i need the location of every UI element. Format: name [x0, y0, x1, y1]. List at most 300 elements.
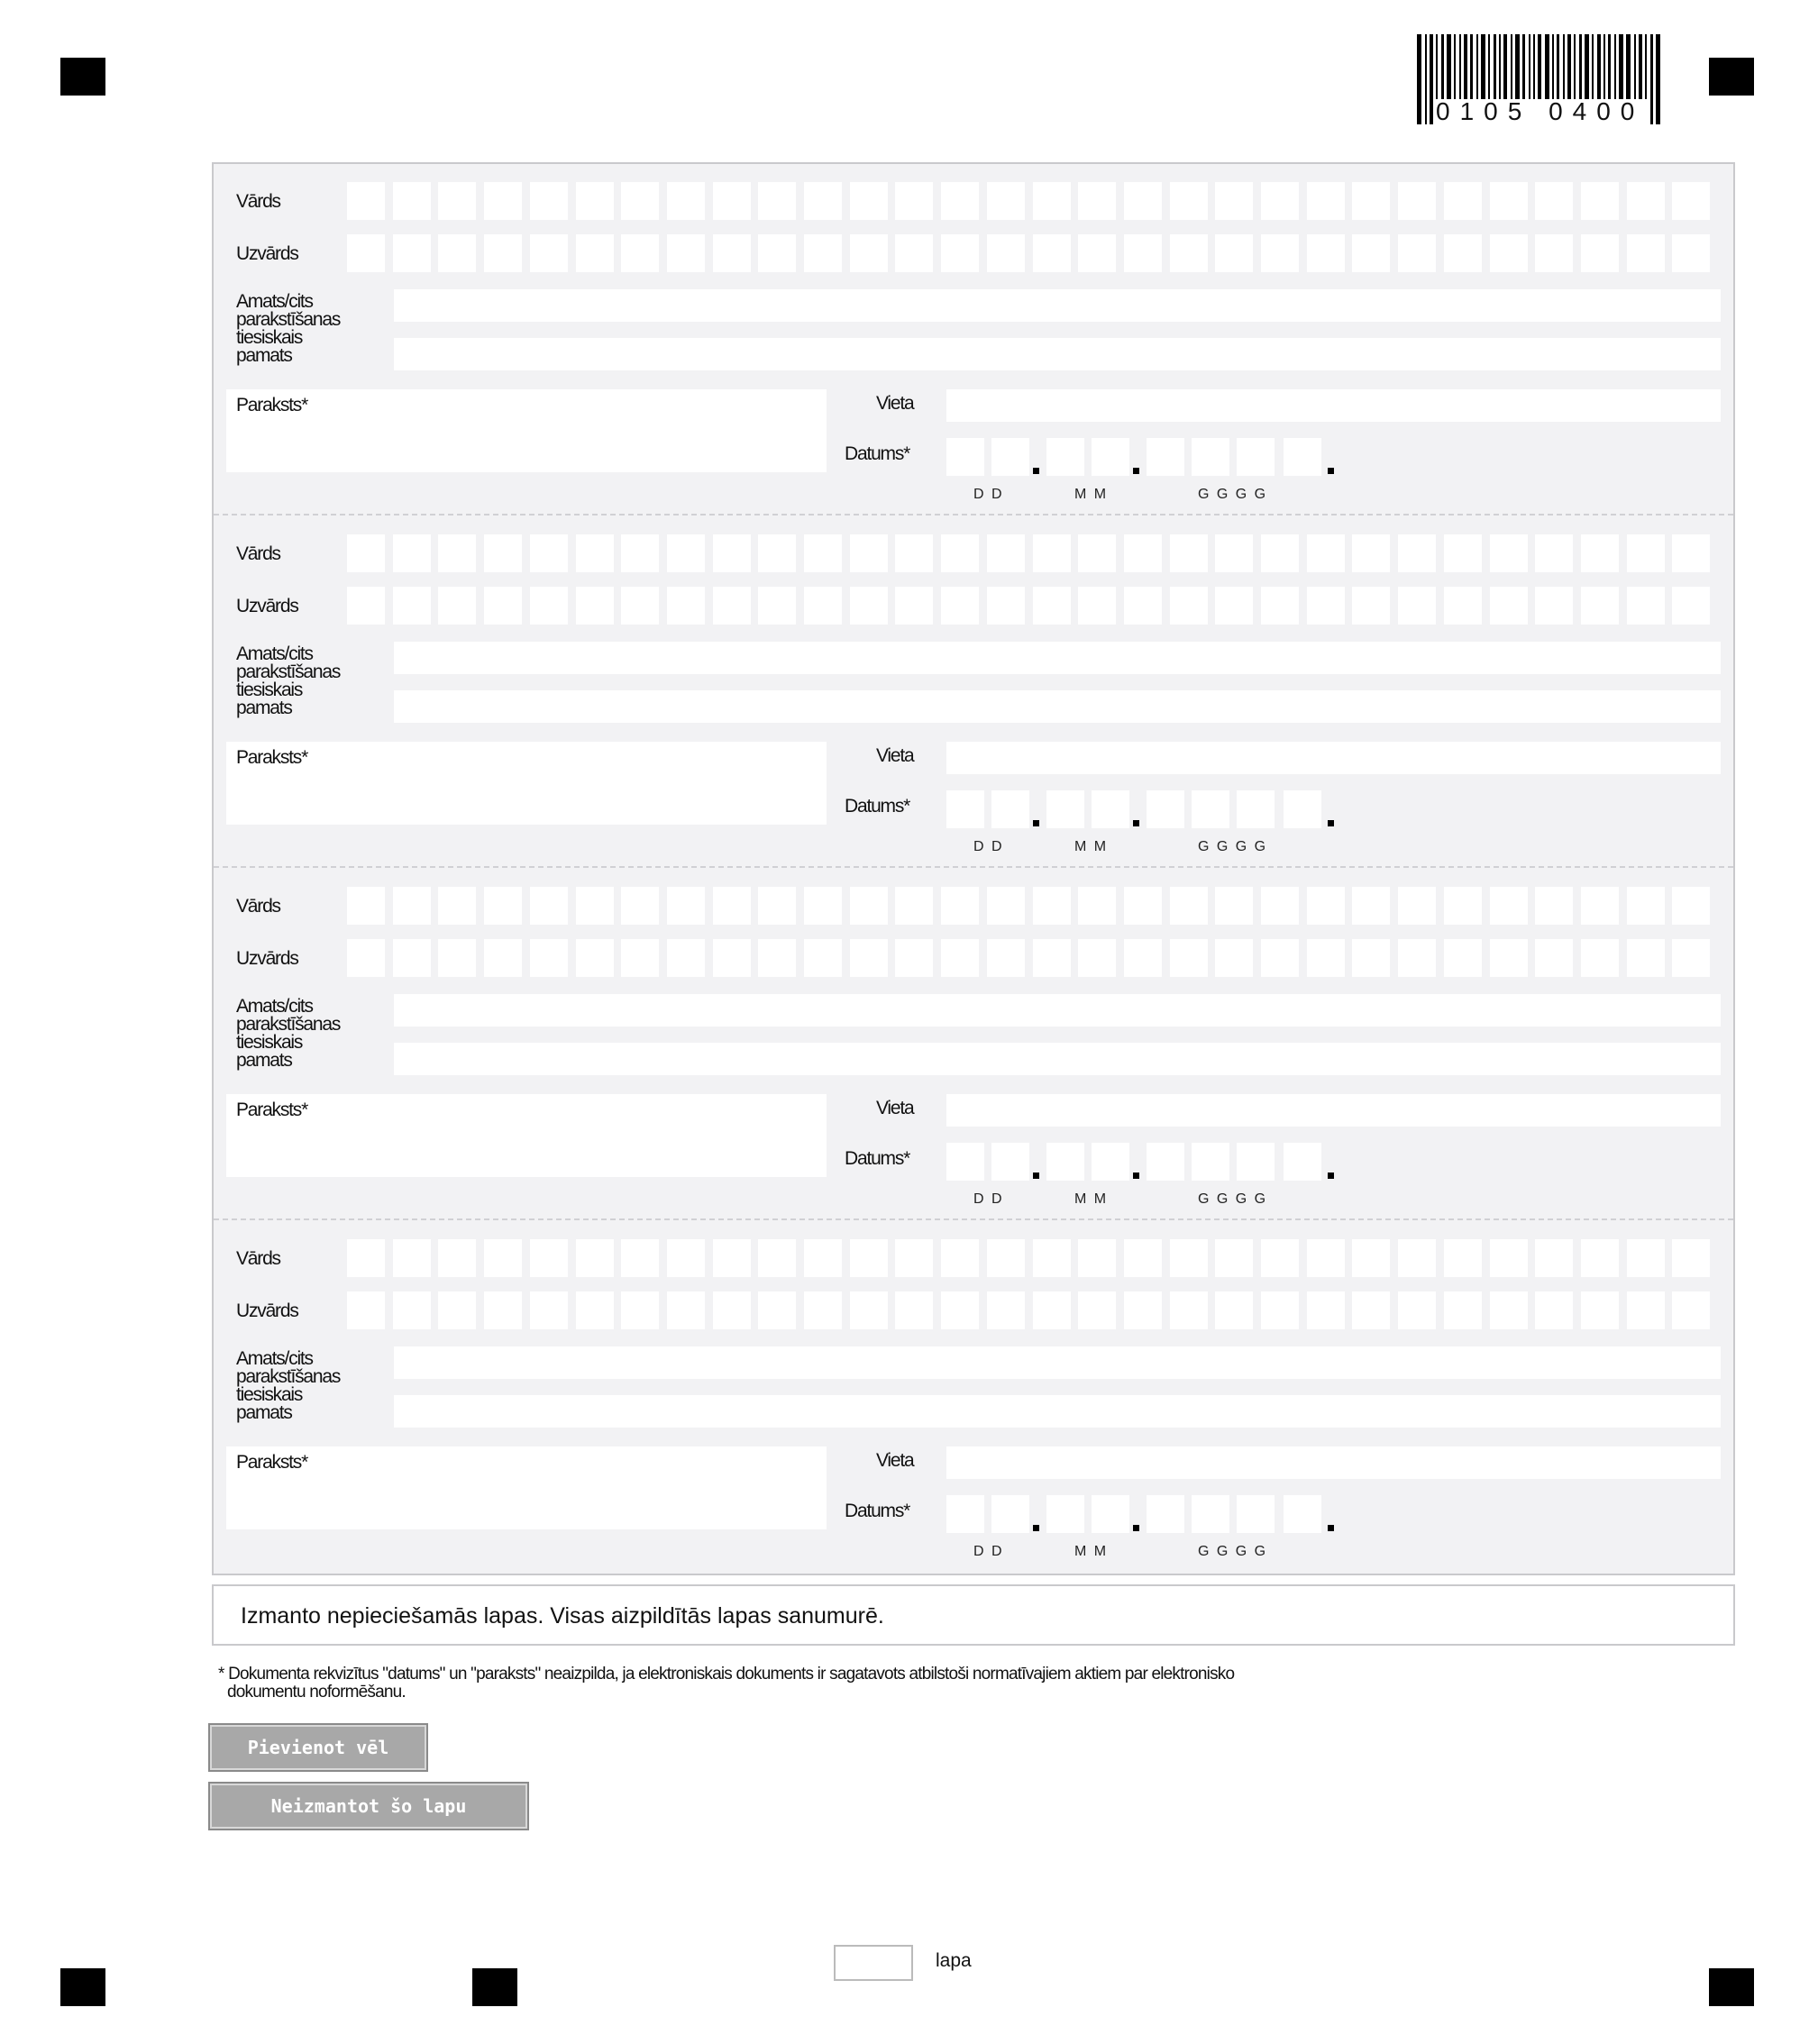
first-name-char-cell[interactable]	[621, 1239, 659, 1277]
last-name-char-cell[interactable]	[1033, 1291, 1071, 1329]
first-name-char-cell[interactable]	[850, 182, 888, 220]
first-name-char-cell[interactable]	[1535, 1239, 1573, 1277]
first-name-char-cell[interactable]	[1307, 182, 1345, 220]
date-day-cell[interactable]	[946, 438, 984, 476]
last-name-char-cell[interactable]	[1124, 939, 1162, 977]
last-name-char-cell[interactable]	[1672, 939, 1710, 977]
last-name-char-cell[interactable]	[621, 234, 659, 272]
last-name-char-cell[interactable]	[1672, 1291, 1710, 1329]
first-name-char-cell[interactable]	[1581, 182, 1619, 220]
last-name-char-cell[interactable]	[576, 587, 614, 625]
first-name-char-cell[interactable]	[667, 534, 705, 572]
first-name-char-cell[interactable]	[1627, 534, 1665, 572]
first-name-char-cell[interactable]	[713, 887, 751, 925]
first-name-char-cell[interactable]	[438, 534, 476, 572]
last-name-char-cell[interactable]	[1444, 1291, 1482, 1329]
date-year-cell[interactable]	[1147, 790, 1184, 828]
last-name-char-cell[interactable]	[1124, 1291, 1162, 1329]
first-name-char-cell[interactable]	[758, 887, 796, 925]
first-name-char-cell[interactable]	[987, 887, 1025, 925]
first-name-char-cell[interactable]	[576, 182, 614, 220]
first-name-char-cell[interactable]	[850, 1239, 888, 1277]
last-name-char-cell[interactable]	[1627, 939, 1665, 977]
last-name-char-cell[interactable]	[1261, 939, 1299, 977]
last-name-char-cell[interactable]	[713, 939, 751, 977]
last-name-char-cell[interactable]	[667, 234, 705, 272]
last-name-char-cell[interactable]	[713, 587, 751, 625]
position-input-line-2[interactable]	[394, 338, 1721, 370]
first-name-char-cell[interactable]	[850, 887, 888, 925]
first-name-char-cell[interactable]	[1124, 534, 1162, 572]
last-name-char-cell[interactable]	[1672, 587, 1710, 625]
last-name-char-cell[interactable]	[1215, 1291, 1253, 1329]
first-name-char-cell[interactable]	[1215, 182, 1253, 220]
barcode-bar	[1425, 34, 1427, 124]
last-name-char-cell[interactable]	[484, 587, 522, 625]
first-name-char-cell[interactable]	[530, 534, 568, 572]
last-name-char-cell[interactable]	[1307, 587, 1345, 625]
first-name-char-cell[interactable]	[1261, 182, 1299, 220]
first-name-char-cell[interactable]	[1170, 182, 1208, 220]
last-name-char-cell[interactable]	[1033, 587, 1071, 625]
last-name-char-cell[interactable]	[1490, 939, 1528, 977]
last-name-char-cell[interactable]	[1535, 234, 1573, 272]
first-name-char-cell[interactable]	[941, 1239, 979, 1277]
signature-field[interactable]	[226, 389, 827, 472]
last-name-char-cell[interactable]	[484, 939, 522, 977]
dont-use-page-button[interactable]: Neizmantot šo lapu	[210, 1784, 527, 1829]
first-name-char-cell[interactable]	[1627, 887, 1665, 925]
position-input-line-1[interactable]	[394, 994, 1721, 1027]
date-year-cell[interactable]	[1284, 1143, 1321, 1181]
last-name-char-cell[interactable]	[804, 234, 842, 272]
date-month-cell[interactable]	[1046, 1143, 1084, 1181]
last-name-char-cell[interactable]	[1398, 234, 1436, 272]
first-name-char-cell[interactable]	[1581, 534, 1619, 572]
last-name-char-cell[interactable]	[987, 1291, 1025, 1329]
first-name-char-cell[interactable]	[621, 182, 659, 220]
first-name-char-cell[interactable]	[621, 887, 659, 925]
date-year-cell[interactable]	[1147, 1495, 1184, 1533]
date-format-day: D D	[973, 487, 1004, 502]
last-name-char-cell[interactable]	[1352, 1291, 1390, 1329]
date-month-cell[interactable]	[1046, 438, 1084, 476]
last-name-char-cell[interactable]	[1261, 234, 1299, 272]
first-name-char-cell[interactable]	[484, 887, 522, 925]
last-name-char-cell[interactable]	[1581, 939, 1619, 977]
last-name-char-cell[interactable]	[850, 939, 888, 977]
first-name-char-cell[interactable]	[576, 534, 614, 572]
date-day-cell[interactable]	[991, 1143, 1029, 1181]
last-name-char-cell[interactable]	[1627, 587, 1665, 625]
last-name-char-cell[interactable]	[1307, 939, 1345, 977]
place-input[interactable]	[946, 1094, 1721, 1127]
first-name-char-cell[interactable]	[1124, 1239, 1162, 1277]
last-name-char-cell[interactable]	[667, 939, 705, 977]
first-name-char-cell[interactable]	[1078, 534, 1116, 572]
last-name-char-cell[interactable]	[438, 587, 476, 625]
last-name-char-cell[interactable]	[895, 234, 933, 272]
date-year-cell[interactable]	[1284, 1495, 1321, 1533]
last-name-char-cell[interactable]	[576, 234, 614, 272]
date-month-cell[interactable]	[1046, 790, 1084, 828]
first-name-char-cell[interactable]	[1078, 1239, 1116, 1277]
first-name-char-cell[interactable]	[347, 1239, 385, 1277]
last-name-char-cell[interactable]	[850, 234, 888, 272]
last-name-char-cell[interactable]	[1398, 587, 1436, 625]
first-name-char-cell[interactable]	[1672, 887, 1710, 925]
last-name-char-cell[interactable]	[1170, 234, 1208, 272]
first-name-char-cell[interactable]	[393, 534, 431, 572]
add-more-button[interactable]: Pievienot vēl	[210, 1725, 426, 1770]
last-name-char-cell[interactable]	[1581, 234, 1619, 272]
position-input-line-2[interactable]	[394, 1395, 1721, 1428]
first-name-char-cell[interactable]	[1535, 534, 1573, 572]
last-name-char-cell[interactable]	[438, 1291, 476, 1329]
first-name-char-cell[interactable]	[667, 182, 705, 220]
block-divider	[214, 1218, 1733, 1220]
last-name-char-cell[interactable]	[1490, 234, 1528, 272]
last-name-char-cell[interactable]	[1352, 234, 1390, 272]
first-name-char-cell[interactable]	[438, 182, 476, 220]
first-name-char-cell[interactable]	[1398, 887, 1436, 925]
last-name-char-cell[interactable]	[1078, 234, 1116, 272]
place-label: Vieta	[876, 745, 914, 766]
last-name-char-cell[interactable]	[1398, 1291, 1436, 1329]
last-name-char-cell[interactable]	[1627, 1291, 1665, 1329]
date-month-cell[interactable]	[1092, 1143, 1129, 1181]
last-name-char-cell[interactable]	[850, 1291, 888, 1329]
last-name-char-cell[interactable]	[1170, 1291, 1208, 1329]
first-name-char-cell[interactable]	[713, 534, 751, 572]
date-day-cell[interactable]	[991, 438, 1029, 476]
date-year-cell[interactable]	[1192, 1143, 1229, 1181]
first-name-char-cell[interactable]	[758, 534, 796, 572]
page-number-input[interactable]	[834, 1945, 913, 1981]
first-name-char-cell[interactable]	[1490, 887, 1528, 925]
first-name-char-cell[interactable]	[1352, 534, 1390, 572]
first-name-char-cell[interactable]	[484, 1239, 522, 1277]
last-name-char-cell[interactable]	[941, 939, 979, 977]
first-name-char-cell[interactable]	[667, 1239, 705, 1277]
first-name-char-cell[interactable]	[484, 534, 522, 572]
first-name-char-cell[interactable]	[576, 1239, 614, 1277]
last-name-char-cell[interactable]	[484, 1291, 522, 1329]
date-year-cell[interactable]	[1237, 438, 1275, 476]
first-name-char-cell[interactable]	[1490, 182, 1528, 220]
date-day-cell[interactable]	[946, 790, 984, 828]
first-name-char-cell[interactable]	[1307, 534, 1345, 572]
position-input-line-2[interactable]	[394, 1043, 1721, 1075]
last-name-char-cell[interactable]	[530, 234, 568, 272]
last-name-char-cell[interactable]	[1307, 1291, 1345, 1329]
first-name-char-cell[interactable]	[347, 182, 385, 220]
last-name-char-cell[interactable]	[987, 587, 1025, 625]
last-name-char-cell[interactable]	[393, 939, 431, 977]
last-name-char-cell[interactable]	[1490, 1291, 1528, 1329]
date-month-cell[interactable]	[1092, 790, 1129, 828]
first-name-char-cell[interactable]	[347, 534, 385, 572]
last-name-char-cell[interactable]	[347, 587, 385, 625]
first-name-char-cell[interactable]	[438, 887, 476, 925]
place-input[interactable]	[946, 742, 1721, 774]
first-name-char-cell[interactable]	[1124, 182, 1162, 220]
date-year-cell[interactable]	[1284, 438, 1321, 476]
first-name-char-cell[interactable]	[1627, 1239, 1665, 1277]
date-year-cell[interactable]	[1284, 790, 1321, 828]
last-name-char-cell[interactable]	[1078, 939, 1116, 977]
first-name-char-cell[interactable]	[895, 534, 933, 572]
first-name-char-cell[interactable]	[530, 1239, 568, 1277]
last-name-char-cell[interactable]	[347, 234, 385, 272]
date-month-cell[interactable]	[1092, 1495, 1129, 1533]
first-name-char-cell[interactable]	[1078, 887, 1116, 925]
first-name-char-cell[interactable]	[804, 887, 842, 925]
last-name-char-cell[interactable]	[1215, 587, 1253, 625]
position-input-line-1[interactable]	[394, 1346, 1721, 1379]
first-name-char-cell[interactable]	[347, 887, 385, 925]
last-name-char-cell[interactable]	[1124, 587, 1162, 625]
last-name-char-cell[interactable]	[804, 1291, 842, 1329]
signatories-form	[212, 162, 1735, 1575]
first-name-char-cell[interactable]	[1398, 534, 1436, 572]
first-name-char-cell[interactable]	[758, 182, 796, 220]
first-name-char-cell[interactable]	[941, 887, 979, 925]
date-day-cell[interactable]	[991, 1495, 1029, 1533]
first-name-char-cell[interactable]	[1170, 534, 1208, 572]
last-name-char-cell[interactable]	[667, 1291, 705, 1329]
last-name-char-cell[interactable]	[621, 587, 659, 625]
last-name-char-cell[interactable]	[1352, 939, 1390, 977]
first-name-char-cell[interactable]	[987, 182, 1025, 220]
last-name-char-cell[interactable]	[758, 234, 796, 272]
last-name-char-cell[interactable]	[804, 587, 842, 625]
last-name-char-cell[interactable]	[393, 234, 431, 272]
last-name-char-cell[interactable]	[758, 587, 796, 625]
last-name-char-cell[interactable]	[1307, 234, 1345, 272]
first-name-char-cell[interactable]	[1170, 887, 1208, 925]
first-name-char-cell[interactable]	[530, 887, 568, 925]
first-name-char-cell[interactable]	[941, 534, 979, 572]
last-name-char-cell[interactable]	[667, 587, 705, 625]
last-name-char-cell[interactable]	[393, 587, 431, 625]
barcode	[1415, 34, 1667, 128]
first-name-char-cell[interactable]	[758, 1239, 796, 1277]
last-name-char-cell[interactable]	[1535, 939, 1573, 977]
last-name-char-cell[interactable]	[713, 1291, 751, 1329]
last-name-char-cell[interactable]	[1627, 234, 1665, 272]
last-name-char-cell[interactable]	[1535, 1291, 1573, 1329]
signature-field[interactable]	[226, 1094, 827, 1177]
date-separator-dot	[1133, 1173, 1139, 1179]
last-name-char-cell[interactable]	[1535, 587, 1573, 625]
first-name-char-cell[interactable]	[393, 887, 431, 925]
date-year-cell[interactable]	[1147, 1143, 1184, 1181]
last-name-char-cell[interactable]	[1078, 587, 1116, 625]
date-year-cell[interactable]	[1237, 1495, 1275, 1533]
last-name-char-cell[interactable]	[1078, 1291, 1116, 1329]
date-day-cell[interactable]	[946, 1495, 984, 1533]
first-name-char-cell[interactable]	[1398, 182, 1436, 220]
last-name-char-cell[interactable]	[758, 1291, 796, 1329]
last-name-char-cell[interactable]	[1215, 939, 1253, 977]
date-month-cell[interactable]	[1046, 1495, 1084, 1533]
date-year-cell[interactable]	[1192, 1495, 1229, 1533]
first-name-char-cell[interactable]	[576, 887, 614, 925]
last-name-char-cell[interactable]	[895, 587, 933, 625]
last-name-char-cell[interactable]	[1398, 939, 1436, 977]
last-name-char-cell[interactable]	[758, 939, 796, 977]
last-name-char-cell[interactable]	[576, 1291, 614, 1329]
last-name-char-cell[interactable]	[1033, 939, 1071, 977]
last-name-char-cell[interactable]	[987, 939, 1025, 977]
date-year-cell[interactable]	[1192, 790, 1229, 828]
first-name-char-cell[interactable]	[1444, 1239, 1482, 1277]
position-input-line-1[interactable]	[394, 289, 1721, 322]
last-name-char-cell[interactable]	[1261, 1291, 1299, 1329]
last-name-char-cell[interactable]	[1490, 587, 1528, 625]
first-name-char-cell[interactable]	[1215, 887, 1253, 925]
last-name-char-cell[interactable]	[895, 1291, 933, 1329]
first-name-char-cell[interactable]	[1581, 887, 1619, 925]
last-name-char-cell[interactable]	[850, 587, 888, 625]
last-name-char-cell[interactable]	[1170, 939, 1208, 977]
place-input[interactable]	[946, 389, 1721, 422]
first-name-char-cell[interactable]	[804, 534, 842, 572]
first-name-char-cell[interactable]	[1398, 1239, 1436, 1277]
first-name-char-cell[interactable]	[1261, 1239, 1299, 1277]
last-name-char-cell[interactable]	[1170, 587, 1208, 625]
first-name-char-cell[interactable]	[1535, 887, 1573, 925]
last-name-char-cell[interactable]	[987, 234, 1025, 272]
last-name-char-cell[interactable]	[804, 939, 842, 977]
last-name-char-cell[interactable]	[1033, 234, 1071, 272]
last-name-char-cell[interactable]	[1672, 234, 1710, 272]
first-name-char-cell[interactable]	[1033, 182, 1071, 220]
date-day-cell[interactable]	[991, 790, 1029, 828]
last-name-char-cell[interactable]	[1215, 234, 1253, 272]
first-name-char-cell[interactable]	[621, 534, 659, 572]
last-name-char-cell[interactable]	[1444, 234, 1482, 272]
last-name-char-cell[interactable]	[1581, 1291, 1619, 1329]
last-name-char-cell[interactable]	[621, 939, 659, 977]
first-name-char-cell[interactable]	[1033, 534, 1071, 572]
first-name-char-cell[interactable]	[1490, 534, 1528, 572]
first-name-char-cell[interactable]	[1261, 887, 1299, 925]
place-input[interactable]	[946, 1446, 1721, 1479]
last-name-char-cell[interactable]	[621, 1291, 659, 1329]
first-name-char-cell[interactable]	[895, 182, 933, 220]
last-name-char-cell[interactable]	[530, 587, 568, 625]
last-name-char-cell[interactable]	[484, 234, 522, 272]
first-name-char-cell[interactable]	[895, 887, 933, 925]
last-name-char-cell[interactable]	[941, 1291, 979, 1329]
first-name-char-cell[interactable]	[804, 1239, 842, 1277]
first-name-char-cell[interactable]	[987, 534, 1025, 572]
position-input-line-1[interactable]	[394, 642, 1721, 674]
first-name-char-cell[interactable]	[1078, 182, 1116, 220]
last-name-char-cell[interactable]	[576, 939, 614, 977]
first-name-char-cell[interactable]	[987, 1239, 1025, 1277]
first-name-char-cell[interactable]	[1307, 887, 1345, 925]
last-name-char-cell[interactable]	[1444, 939, 1482, 977]
first-name-char-cell[interactable]	[1535, 182, 1573, 220]
signature-field[interactable]	[226, 1446, 827, 1529]
first-name-char-cell[interactable]	[1352, 182, 1390, 220]
first-name-char-cell[interactable]	[1033, 1239, 1071, 1277]
last-name-char-cell[interactable]	[1261, 587, 1299, 625]
date-year-cell[interactable]	[1147, 438, 1184, 476]
position-input-line-2[interactable]	[394, 690, 1721, 723]
first-name-char-cell[interactable]	[1444, 534, 1482, 572]
first-name-char-cell[interactable]	[393, 182, 431, 220]
first-name-char-cell[interactable]	[1307, 1239, 1345, 1277]
first-name-char-cell[interactable]	[1170, 1239, 1208, 1277]
last-name-char-cell[interactable]	[347, 1291, 385, 1329]
last-name-char-cell[interactable]	[438, 939, 476, 977]
first-name-char-cell[interactable]	[1672, 1239, 1710, 1277]
last-name-char-cell[interactable]	[895, 939, 933, 977]
first-name-char-cell[interactable]	[1124, 887, 1162, 925]
date-day-cell[interactable]	[946, 1143, 984, 1181]
last-name-char-cell[interactable]	[941, 234, 979, 272]
first-name-char-cell[interactable]	[804, 182, 842, 220]
last-name-char-cell[interactable]	[941, 587, 979, 625]
first-name-char-cell[interactable]	[1581, 1239, 1619, 1277]
last-name-char-cell[interactable]	[1581, 587, 1619, 625]
first-name-char-cell[interactable]	[941, 182, 979, 220]
first-name-char-cell[interactable]	[530, 182, 568, 220]
first-name-char-cell[interactable]	[1215, 1239, 1253, 1277]
date-month-cell[interactable]	[1092, 438, 1129, 476]
first-name-char-cell[interactable]	[1672, 182, 1710, 220]
first-name-char-cell[interactable]	[1672, 534, 1710, 572]
last-name-char-cell[interactable]	[1444, 587, 1482, 625]
date-year-cell[interactable]	[1237, 1143, 1275, 1181]
date-separator-dot	[1328, 1173, 1334, 1179]
first-name-char-cell[interactable]	[1261, 534, 1299, 572]
first-name-char-cell[interactable]	[713, 182, 751, 220]
last-name-char-cell[interactable]	[530, 939, 568, 977]
last-name-char-cell[interactable]	[713, 234, 751, 272]
last-name-char-cell[interactable]	[438, 234, 476, 272]
first-name-char-cell[interactable]	[1444, 887, 1482, 925]
first-name-char-cell[interactable]	[1627, 182, 1665, 220]
first-name-char-cell[interactable]	[713, 1239, 751, 1277]
date-year-cell[interactable]	[1192, 438, 1229, 476]
last-name-char-cell[interactable]	[347, 939, 385, 977]
first-name-char-cell[interactable]	[1352, 1239, 1390, 1277]
last-name-char-cell[interactable]	[1352, 587, 1390, 625]
first-name-char-cell[interactable]	[393, 1239, 431, 1277]
first-name-char-cell[interactable]	[484, 182, 522, 220]
last-name-char-cell[interactable]	[530, 1291, 568, 1329]
first-name-char-cell[interactable]	[895, 1239, 933, 1277]
first-name-char-cell[interactable]	[1444, 182, 1482, 220]
first-name-char-cell[interactable]	[667, 887, 705, 925]
first-name-char-cell[interactable]	[850, 534, 888, 572]
date-year-cell[interactable]	[1237, 790, 1275, 828]
first-name-char-cell[interactable]	[1215, 534, 1253, 572]
first-name-char-cell[interactable]	[438, 1239, 476, 1277]
date-separator-dot	[1133, 1525, 1139, 1531]
first-name-char-cell[interactable]	[1033, 887, 1071, 925]
last-name-char-cell[interactable]	[393, 1291, 431, 1329]
first-name-char-cell[interactable]	[1490, 1239, 1528, 1277]
signature-field[interactable]	[226, 742, 827, 825]
first-name-char-cell[interactable]	[1352, 887, 1390, 925]
last-name-char-cell[interactable]	[1124, 234, 1162, 272]
